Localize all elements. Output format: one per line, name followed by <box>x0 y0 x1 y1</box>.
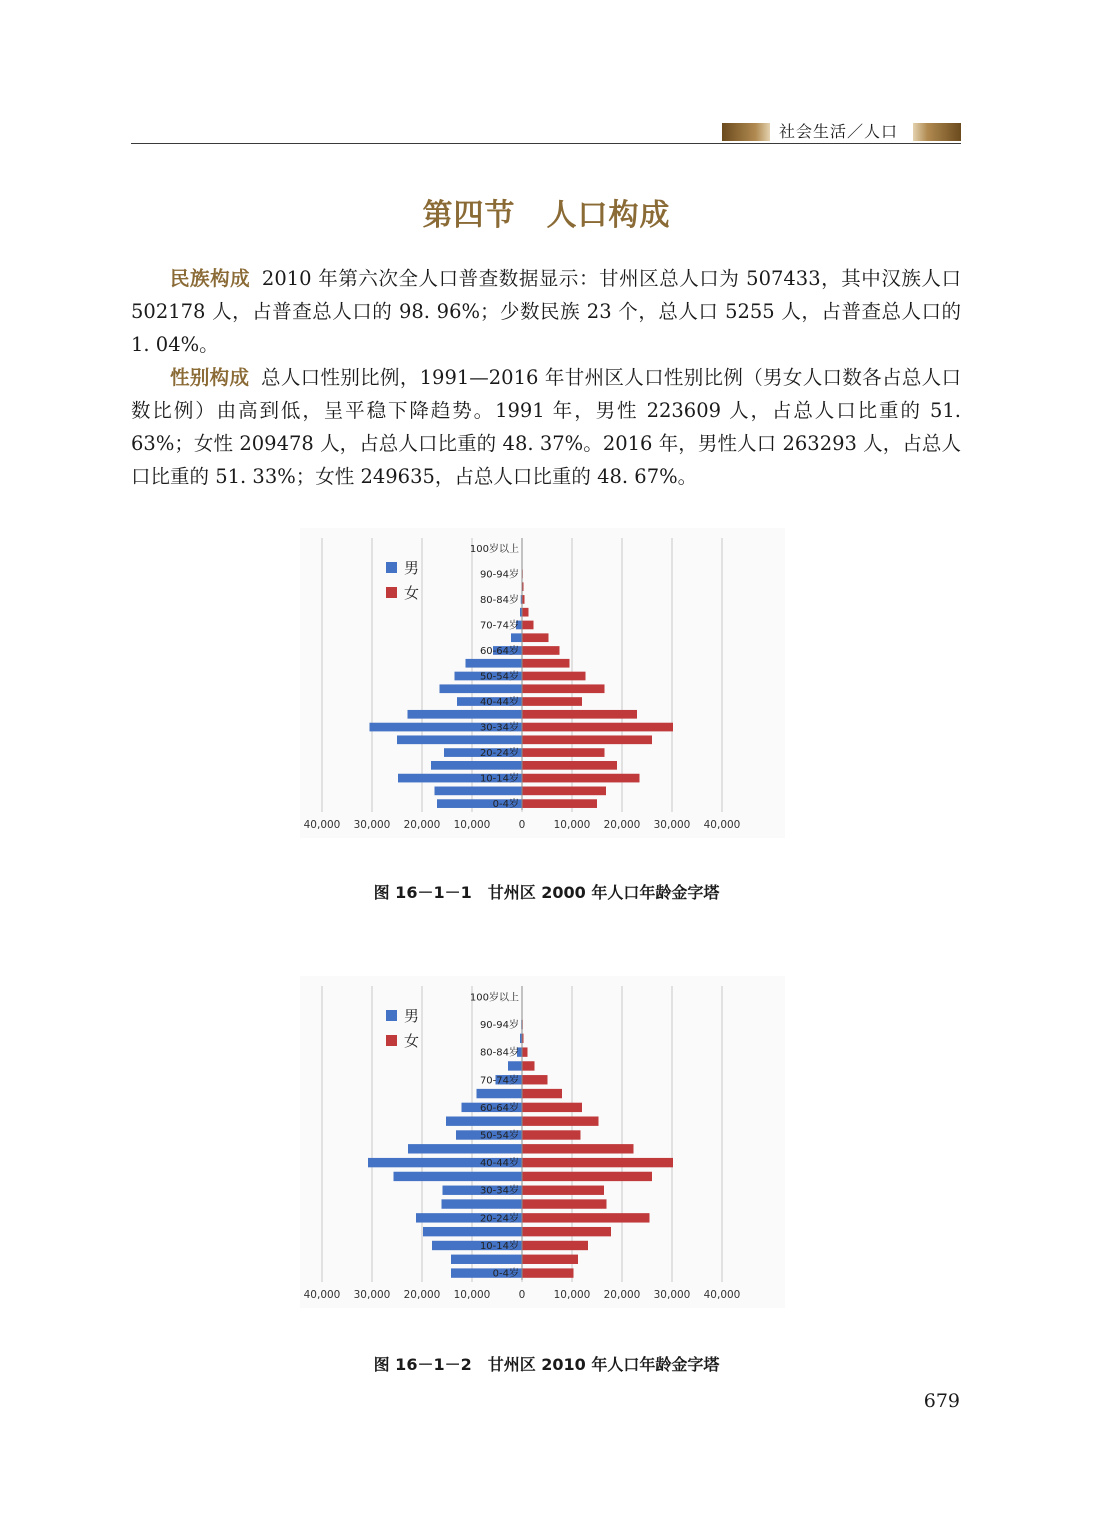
bar-female <box>522 1103 582 1112</box>
header-rule <box>131 143 961 144</box>
paragraph-sex-composition <box>131 361 961 493</box>
bar-female <box>522 710 637 719</box>
bar-female <box>522 1075 548 1084</box>
paragraph-label: 性别构成 <box>170 366 250 389</box>
paragraph-text: 2010 年第六次全人口普查数据显示：甘州区总人口为 507433，其中汉族人口 502178 人，占普查总人口的 98. 96%；少数民族 23 个，总人口 5255 人，占普查总人口的 1. 04%。 <box>131 267 961 356</box>
bar-female <box>522 1144 634 1153</box>
bar-female <box>522 1213 650 1222</box>
bar-female <box>522 1227 611 1236</box>
bar-male <box>442 1199 523 1208</box>
legend-label-male: 男 <box>404 1007 420 1025</box>
paragraph-ethnic-composition <box>131 262 961 361</box>
x-tick-label: 20,000 <box>603 819 641 831</box>
bar-male <box>408 710 523 719</box>
bar-female <box>522 659 570 668</box>
legend-swatch-female <box>386 587 397 598</box>
bar-male <box>446 1116 522 1125</box>
age-group-label: 10-14岁 <box>479 773 519 785</box>
section-title: 第四节 人口构成 <box>422 198 671 233</box>
legend-label-male: 男 <box>404 559 420 577</box>
bar-male <box>408 1144 522 1153</box>
bar-male <box>435 787 523 796</box>
x-tick-label: 10,000 <box>553 819 591 831</box>
age-group-label: 50-54岁 <box>479 1130 519 1142</box>
bar-female <box>522 621 534 630</box>
age-group-label: 70-74岁 <box>479 620 519 632</box>
age-group-label: 80-84岁 <box>479 594 519 606</box>
figure-caption-2000: 图 16－1－1 甘州区 2000 年人口年龄金字塔 <box>373 883 720 902</box>
age-group-label: 60-64岁 <box>479 645 519 657</box>
x-tick-label: 10,000 <box>453 1289 491 1301</box>
bar-female <box>522 1130 581 1139</box>
x-tick-label: 40,000 <box>703 1289 741 1301</box>
bar-female <box>522 1116 599 1125</box>
age-group-label: 70-74岁 <box>479 1075 519 1087</box>
age-group-label: 20-24岁 <box>479 1213 519 1225</box>
age-group-label: 40-44岁 <box>479 1158 519 1170</box>
age-group-label: 90-94岁 <box>479 1020 519 1032</box>
paragraph-text: 总人口性别比例，1991—2016 年甘州区人口性别比例（男女人口数各占总人口数比例）由高到低，呈平稳下降趋势。1991 年，男性 223609 人，占总人口比重的 51. 63%；女性 209478 人，占总人口比重的 48. 37%。2016 年，男性人口 263293 人，占总人口比重的 51. 33%；女性 249635，占总人口比重的 48. 67%。 <box>131 366 961 488</box>
bar-female <box>522 1172 652 1181</box>
x-tick-label: 20,000 <box>603 1289 641 1301</box>
x-tick-label: 30,000 <box>353 819 391 831</box>
x-tick-label: 20,000 <box>403 819 441 831</box>
bar-female <box>522 672 586 681</box>
bar-female <box>522 735 652 744</box>
population-pyramid-chart-2010 <box>290 976 795 1316</box>
bar-female <box>522 646 560 655</box>
x-tick-label: 10,000 <box>553 1289 591 1301</box>
x-tick-label: 0 <box>518 819 526 831</box>
bar-male <box>440 684 523 693</box>
age-group-label: 100岁以上 <box>469 543 519 555</box>
x-tick-label: 10,000 <box>453 819 491 831</box>
bar-female <box>522 787 606 796</box>
age-group-label: 80-84岁 <box>479 1047 519 1059</box>
legend-label-female: 女 <box>404 1032 420 1050</box>
bar-male <box>423 1227 522 1236</box>
age-group-label: 0-4岁 <box>492 1268 519 1280</box>
bar-male <box>466 659 523 668</box>
age-group-label: 40-44岁 <box>479 697 519 709</box>
age-group-label: 30-34岁 <box>479 1185 519 1197</box>
age-group-label: 0-4岁 <box>492 799 519 811</box>
bar-male <box>511 633 522 642</box>
bar-male <box>508 1061 522 1070</box>
bar-female <box>522 1241 588 1250</box>
bar-male <box>477 1089 523 1098</box>
bar-male <box>451 1255 522 1264</box>
header-decor-bar-right <box>913 123 961 141</box>
paragraph-label: 民族构成 <box>170 267 251 290</box>
bar-female <box>522 633 549 642</box>
x-tick-label: 20,000 <box>403 1289 441 1301</box>
bar-female <box>522 761 617 770</box>
bar-female <box>522 684 605 693</box>
bar-female <box>522 1255 578 1264</box>
running-header-title: 社会生活／人口 <box>779 122 899 141</box>
legend-swatch-male <box>386 1010 397 1021</box>
age-group-label: 50-54岁 <box>479 671 519 683</box>
x-tick-label: 40,000 <box>703 819 741 831</box>
bar-female <box>522 1089 562 1098</box>
bar-female <box>522 1158 673 1167</box>
age-group-label: 60-64岁 <box>479 1102 519 1114</box>
bar-female <box>522 1186 604 1195</box>
legend-swatch-female <box>386 1035 397 1046</box>
age-group-label: 10-14岁 <box>479 1240 519 1252</box>
figure-caption-2010: 图 16－1－2 甘州区 2010 年人口年龄金字塔 <box>373 1355 720 1374</box>
bar-female <box>522 1199 607 1208</box>
header-decor-bar-left <box>722 123 770 141</box>
bar-male <box>431 761 522 770</box>
bar-female <box>522 1047 528 1056</box>
bar-male <box>394 1172 523 1181</box>
age-group-label: 100岁以上 <box>469 992 519 1004</box>
age-group-label: 90-94岁 <box>479 569 519 581</box>
population-pyramid-chart-2000 <box>290 528 795 846</box>
page-number: 679 <box>923 1390 960 1412</box>
bar-female <box>522 748 605 757</box>
bar-female <box>522 697 582 706</box>
bar-female <box>522 608 529 617</box>
x-tick-label: 0 <box>518 1289 526 1301</box>
age-group-label: 20-24岁 <box>479 748 519 760</box>
x-tick-label: 30,000 <box>653 819 691 831</box>
bar-female <box>522 723 673 732</box>
x-tick-label: 30,000 <box>353 1289 391 1301</box>
bar-female <box>522 799 597 808</box>
bar-female <box>522 774 640 783</box>
age-group-label: 30-34岁 <box>479 722 519 734</box>
bar-female <box>522 1061 535 1070</box>
x-tick-label: 40,000 <box>303 1289 341 1301</box>
legend-swatch-male <box>386 562 397 573</box>
x-tick-label: 30,000 <box>653 1289 691 1301</box>
bar-male <box>397 735 522 744</box>
x-tick-label: 40,000 <box>303 819 341 831</box>
bar-female <box>522 1268 574 1277</box>
legend-label-female: 女 <box>404 584 420 602</box>
